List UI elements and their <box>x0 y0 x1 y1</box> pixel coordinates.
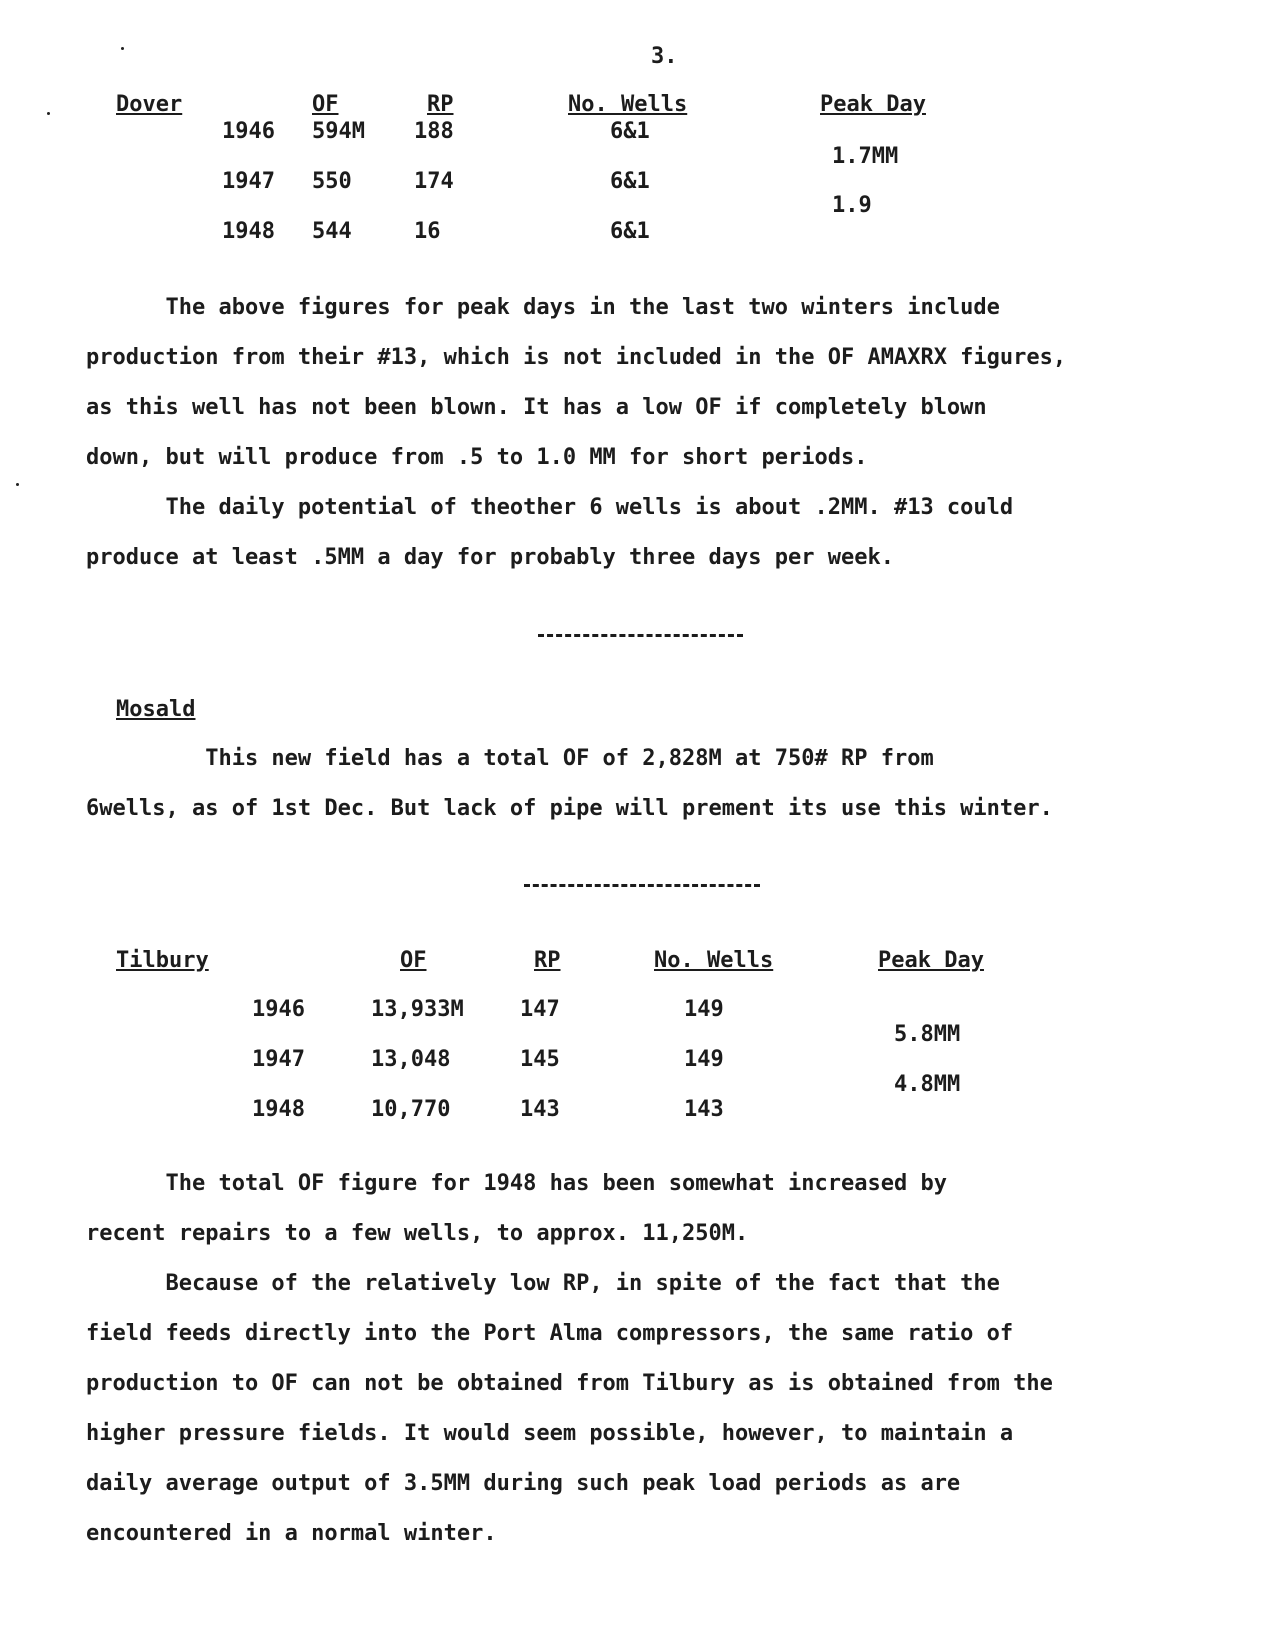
text-line: encountered in a normal winter. <box>86 1521 497 1546</box>
dover-year: 1946 <box>222 119 275 144</box>
dover-year: 1948 <box>222 219 275 244</box>
speck <box>121 47 124 50</box>
dover-wells: 6&1 <box>610 219 650 244</box>
dover-title: Dover <box>116 92 183 117</box>
dover-rp: 188 <box>414 119 454 144</box>
dover-header-rp: RP <box>427 92 454 117</box>
dover-header-of: OF <box>312 92 339 117</box>
tilbury-peak-value: 4.8MM <box>894 1072 961 1097</box>
dover-rp: 174 <box>414 169 454 194</box>
tilbury-header-rp: RP <box>534 948 561 973</box>
text-line: This new field has a total OF of 2,828M at 750# RP from <box>86 746 934 771</box>
text-line: produce at least .5MM a day for probably three days per week. <box>86 545 894 570</box>
text-line: production to OF can not be obtained from Tilbury as is obtained from the <box>86 1371 1053 1396</box>
dover-wells: 6&1 <box>610 169 650 194</box>
text-line: higher pressure fields. It would seem possible, however, to maintain a <box>86 1421 1014 1446</box>
tilbury-wells: 149 <box>684 997 724 1022</box>
tilbury-title: Tilbury <box>116 948 209 973</box>
section-divider <box>524 884 760 887</box>
tilbury-paragraph-2 <box>86 1259 1053 1559</box>
text-line: The above figures for peak days in the last two winters include <box>86 295 1000 320</box>
dover-peak-value: 1.7MM <box>832 144 899 169</box>
text-line: The total OF figure for 1948 has been somewhat increased by <box>86 1171 947 1196</box>
tilbury-rp: 147 <box>520 997 560 1022</box>
page-number: 3. <box>651 44 678 69</box>
dover-of: 594M <box>312 119 365 144</box>
dover-peak-value: 1.9 <box>832 193 872 218</box>
dover-of: 550 <box>312 169 352 194</box>
dover-year: 1947 <box>222 169 275 194</box>
tilbury-year: 1948 <box>252 1097 305 1122</box>
text-line: down, but will produce from .5 to 1.0 MM for short periods. <box>86 445 868 470</box>
tilbury-year: 1947 <box>252 1047 305 1072</box>
dover-header-wells: No. Wells <box>568 92 688 117</box>
dover-paragraph-1 <box>86 283 1066 483</box>
tilbury-of: 10,770 <box>371 1097 451 1122</box>
mosald-paragraph <box>86 734 1053 834</box>
tilbury-wells: 143 <box>684 1097 724 1122</box>
dover-header-peak: Peak Day <box>820 92 926 117</box>
text-line: production from their #13, which is not included in the OF AMAXRX figures, <box>86 345 1067 370</box>
dover-paragraph-2 <box>86 483 1013 583</box>
section-divider <box>538 634 743 637</box>
mosald-title: Mosald <box>116 697 196 722</box>
text-line: daily average output of 3.5MM during such peak load periods as are <box>86 1471 961 1496</box>
text-line: Because of the relatively low RP, in spite of the fact that the <box>86 1271 1000 1296</box>
speck <box>47 112 50 115</box>
dover-wells: 6&1 <box>610 119 650 144</box>
tilbury-of: 13,933M <box>371 997 464 1022</box>
text-line: recent repairs to a few wells, to approx. 11,250M. <box>86 1221 749 1246</box>
tilbury-rp: 143 <box>520 1097 560 1122</box>
text-line: as this well has not been blown. It has a low OF if completely blown <box>86 395 987 420</box>
tilbury-header-wells: No. Wells <box>654 948 774 973</box>
tilbury-rp: 145 <box>520 1047 560 1072</box>
speck <box>16 483 19 486</box>
dover-of: 544 <box>312 219 352 244</box>
tilbury-peak-value: 5.8MM <box>894 1022 961 1047</box>
text-line: 6wells, as of 1st Dec. But lack of pipe will prement its use this winter. <box>86 796 1053 821</box>
tilbury-wells: 149 <box>684 1047 724 1072</box>
tilbury-paragraph-1 <box>86 1159 947 1259</box>
text-line: The daily potential of theother 6 wells is about .2MM. #13 could <box>86 495 1014 520</box>
tilbury-of: 13,048 <box>371 1047 451 1072</box>
dover-rp: 16 <box>414 219 441 244</box>
text-line: field feeds directly into the Port Alma compressors, the same ratio of <box>86 1321 1014 1346</box>
tilbury-year: 1946 <box>252 997 305 1022</box>
tilbury-header-peak: Peak Day <box>878 948 984 973</box>
tilbury-header-of: OF <box>400 948 427 973</box>
